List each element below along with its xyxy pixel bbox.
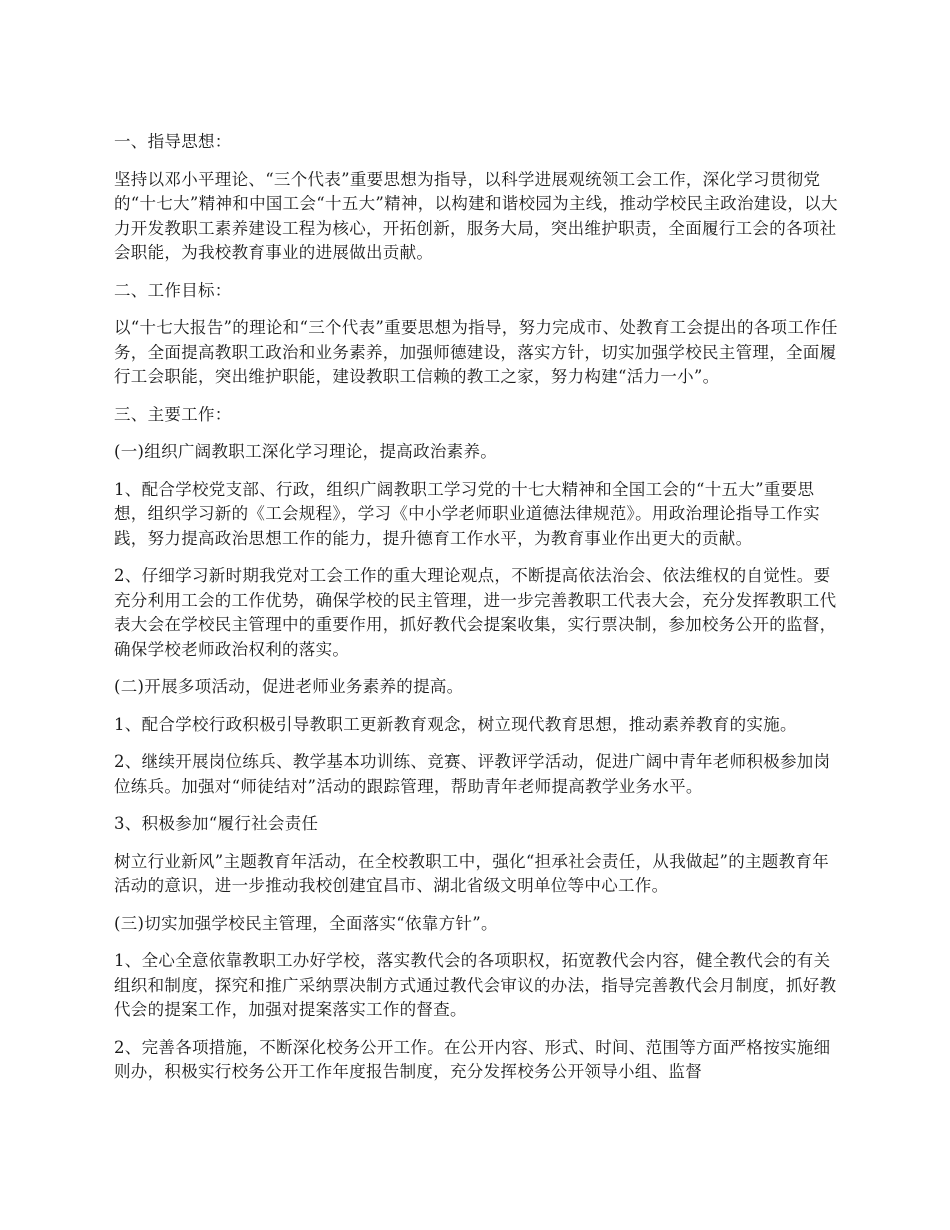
subheading-study-theory: (一)组织广阔教职工深化学习理论，提高政治素养。 <box>114 442 498 461</box>
paragraph-activities-item-1: 1、配合学校行政积极引导教职工更新教育观念，树立现代教育思想，推动素养教育的实施。 <box>114 714 797 734</box>
paragraph-management-item-1: 1、全心全意依靠教职工办好学校，落实教代会的各项职权，拓宽教代会内容，健全教代会的有关组织和制度，探究和推广采纳票决制方式通过教代会审议的办法，指导完善教代会月制度，抓好教代会的提案工作，加强对提案落实工作的督查。 <box>114 951 837 1019</box>
paragraph-activities-item-3-cont: 树立行业新风”主题教育年活动，在全校教职工中，强化“担承社会责任，从我做起”的主题教育年活动的意识，进一步推动我校创建宜昌市、湖北省级文明单位等中心工作。 <box>114 851 830 895</box>
paragraph-work-goals: 以“十七大报告”的理论和“三个代表”重要思想为指导，努力完成市、处教育工会提出的各项工作任务，全面提高教职工政治和业务素养，加强师德建设，落实方针，切实加强学校民主管理，全面履行工会职能，突出维护职能，建设教职工信赖的教工之家，努力构建“活力一小”。 <box>114 318 838 386</box>
paragraph-activities-item-3: 3、积极参加“履行社会责任 <box>114 814 319 833</box>
paragraph-study-item-1: 1、配合学校党支部、行政，组织广阔教职工学习党的十七大精神和全国工会的“十五大”重要思想，组织学习新的《工会规程》，学习《中小学老师职业道德法律规范》。用政治理论指导工作实践，努力提高政治思想工作的能力，提升德育工作水平，为教育事业作出更大的贡献。 <box>114 479 820 548</box>
paragraph-activities-item-2: 2、继续开展岗位练兵、教学基本功训练、竞赛、评教评学活动，促进广阔中青年老师积极参加岗位练兵。加强对“师徒结对”活动的跟踪管理，帮助青年老师提高教学业务水平。 <box>114 752 831 796</box>
paragraph-guiding-ideology: 坚持以邓小平理论、“三个代表”重要思想为指导，以科学进展观统领工会工作，深化学习贯彻党的“十七大”精神和中国工会“十五大”精神，以构建和谐校园为主线，推动学校民主政治建设，以大力开发教职工素养建设工程为核心，开拓创新，服务大局，突出维护职责，全面履行工会的各项社会职能，为我校教育事业的进展做出贡献。 <box>114 169 838 262</box>
section-heading-guiding-ideology: 一、指导思想： <box>114 132 232 151</box>
subheading-democratic-management: (三)切实加强学校民主管理，全面落实“依靠方针”。 <box>114 913 498 933</box>
section-heading-main-work: 三、主要工作： <box>114 404 232 424</box>
paragraph-study-item-2: 2、仔细学习新时期我党对工会工作的重大理论观点，不断提高依法治会、依法维权的自觉性。要充分利用工会的工作优势，确保学校的民主管理，进一步完善教职工代表大会，充分发挥教职工代表大会在学校民主管理中的重要作用，抓好教代会提案收集，实行票决制，参加校务公开的监督，确保学校老师政治权利的落实。 <box>114 566 837 659</box>
section-heading-work-goals: 二、工作目标： <box>114 280 232 300</box>
subheading-activities: (二)开展多项活动，促进老师业务素养的提高。 <box>114 677 464 696</box>
paragraph-management-item-2: 2、完善各项措施，不断深化校务公开工作。在公开内容、形式、时间、范围等方面严格按实施细则办，积极实行校务公开工作年度报告制度，充分发挥校务公开领导小组、监督 <box>114 1037 831 1081</box>
